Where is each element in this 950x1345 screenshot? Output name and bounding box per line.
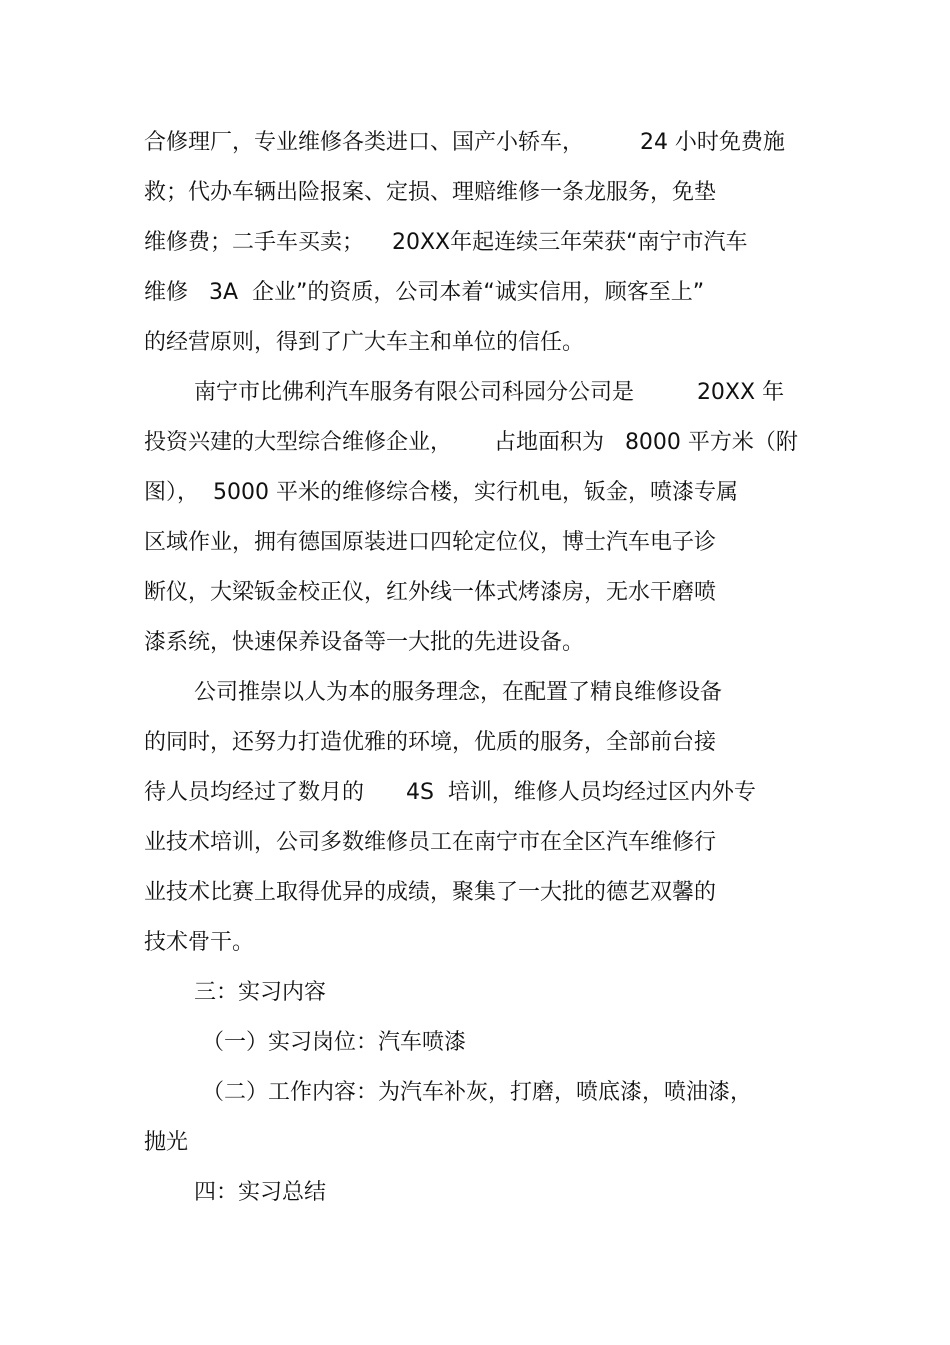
paragraph-start-line: 公司推崇以人为本的服务理念，在配置了精良维修设备 [194,680,723,705]
text-line: 图）， 5000 平米的维修综合楼，实行机电，钣金，喷漆专属 [144,480,738,505]
text-line: 区域作业，拥有德国原装进口四轮定位仪，博士汽车电子诊 [144,530,717,555]
text-line: 漆系统，快速保养设备等一大批的先进设备。 [144,630,585,655]
text-line: 合修理厂，专业维修各类进口、国产小轿车， 24 小时免费施 [144,130,785,155]
text-line: 救；代办车辆出险报案、定损、理赔维修一条龙服务，免垫 [144,180,717,205]
text-line: 的经营原则，得到了广大车主和单位的信任。 [144,330,585,355]
text-line: 业技术比赛上取得优异的成绩，聚集了一大批的德艺双馨的 [144,880,717,905]
document-body [144,118,824,1218]
text-line: 的同时，还努力打造优雅的环境，优质的服务，全部前台接 [144,730,717,755]
text-line: 投资兴建的大型综合维修企业， 占地面积为 8000 平方米（附 [144,430,798,455]
text-line: 维修 3A 企业”的资质，公司本着“诚实信用，顾客至上” [144,280,705,305]
text-line: 抛光 [144,1130,189,1155]
section-heading: 四：实习总结 [194,1180,327,1205]
text-line: 断仪，大梁钣金校正仪，红外线一体式烤漆房，无水干磨喷 [144,580,717,605]
text-line: 维修费；二手车买卖； 20XX年起连续三年荣获“南宁市汽车 [144,230,748,255]
section-heading: 三：实习内容 [194,980,327,1005]
sub-item-line: （二）工作内容：为汽车补灰，打磨，喷底漆，喷油漆， [202,1080,753,1105]
text-line: 业技术培训，公司多数维修员工在南宁市在全区汽车维修行 [144,830,717,855]
text-line: 待人员均经过了数月的 4S 培训，维修人员均经过区内外专 [144,780,756,805]
sub-item-line: （一）实习岗位：汽车喷漆 [202,1030,467,1055]
paragraph-start-line: 南宁市比佛利汽车服务有限公司科园分公司是 20XX 年 [194,380,785,405]
text-line: 技术骨干。 [144,930,255,955]
